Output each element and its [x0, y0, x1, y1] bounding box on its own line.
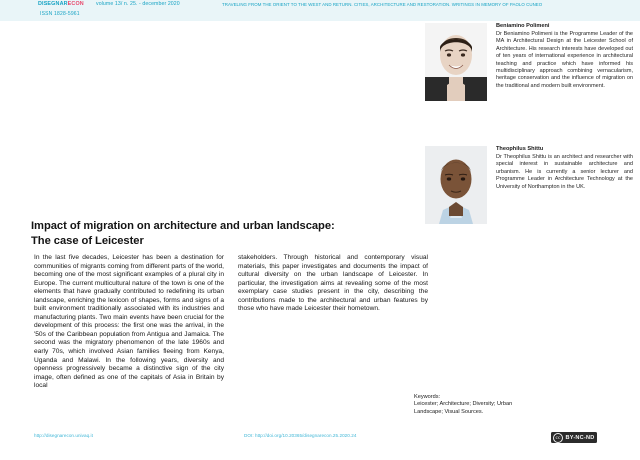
header-top-row [0, 1, 640, 10]
journal-logo-accent: ECON [67, 1, 84, 7]
author-photo-polimeni [425, 23, 487, 101]
author-name: Theophilus Shittu [496, 146, 544, 152]
header-bottom-row [0, 11, 640, 20]
article-title-line2: The case of Leicester [31, 234, 144, 247]
author-photo-shittu [425, 146, 487, 224]
abstract-column-right: stakeholders. Through historical and contemporary visual materials, this paper investigates and documents the impact of cultural diversity on the urban landscape of Leicester. In particular, the investigation aims at revealing some of the most exemplary case studies present in the city, describing the contributions made to the architectural and urban features by those who have made Leicester their hometown. [238, 254, 428, 313]
journal-url-link[interactable]: http://disegnarecon.univaq.it [34, 433, 93, 438]
author-bio: Dr Theophilus Shittu is an architect and researcher with special interest in sustainable architecture and urbanism. He is currently a senior lecturer and Programme Leader in Architecture Technology at the University of Northampton in the UK. [496, 153, 633, 190]
author-name: Beniamino Polimeni [496, 23, 550, 29]
license-text: BY-NC-ND [565, 434, 595, 441]
creative-commons-icon: cc [553, 433, 563, 443]
creative-commons-license-badge[interactable] [551, 432, 597, 443]
journal-logo [38, 1, 84, 7]
author-bio: Dr Beniamino Polimeni is the Programme Leader of the MA in Architectural Design at the Leicester School of Architecture. His research interests have developed out of ten years of international experience in architectural teaching and practice which have informed his multidisciplinary approach combining vernacularism, heritage conservation and the influence of migration on the traditional and modern built environment. [496, 30, 633, 89]
journal-issn: ISSN 1828-5961 [40, 11, 80, 17]
journal-header-banner [0, 0, 640, 21]
keywords-block [414, 394, 534, 416]
author-sidebar [425, 23, 637, 246]
article-title-line1: Impact of migration on architecture and urban landscape: [31, 220, 335, 232]
keywords-label: Keywords: [414, 394, 441, 400]
author-block-2 [425, 146, 637, 246]
doi-link[interactable]: DOI: http://doi.org/10.20365/disegnarecon.25.2020.24 [244, 433, 357, 438]
abstract-column-left: In the last five decades, Leicester has been a destination for communities of migrants coming from different parts of the world, becoming one of the most significant examples of a plural city in Europe. The current multicultural nature of the town is one of the elements that have gradually contributed to redefining its urban landscape, enriching the lexicon of shapes, forms and signs of a built environment traditionally associated with its industries and manufacturing plants. Two main events have been crucial for the development of this process: the first one was the arrival, in the '50s of the Caribbean population from Antigua and Jamaica. The second was the migratory phenomenon of the late 1960s and early 70s, which involved Asian families fleeing from Kenya, Uganda and Malawi. In the following years, diversity and openness progressively became a distinctive sign of the city image, often defined as one of the capitals of Asia in Britain by local [34, 254, 224, 390]
article-title [31, 219, 431, 248]
author-text-2 [496, 146, 633, 191]
journal-banner-title: TRAVELING FROM THE ORIENT TO THE WEST AND RETURN. CITIES, ARCHITECTURE AND RESTORATION. WRITINGS IN MEMORY OF PAOLO CUNEO [222, 1, 543, 7]
author-text-1 [496, 23, 633, 90]
journal-logo-primary: DISEGNAR [38, 1, 68, 7]
author-block-1 [425, 23, 637, 138]
keywords-values: Leicester; Architecture; Diversity; Urban Landscape; Visual Sources. [414, 401, 513, 415]
journal-issue-label: volume 13/ n. 25. - december 2020 [96, 1, 180, 7]
